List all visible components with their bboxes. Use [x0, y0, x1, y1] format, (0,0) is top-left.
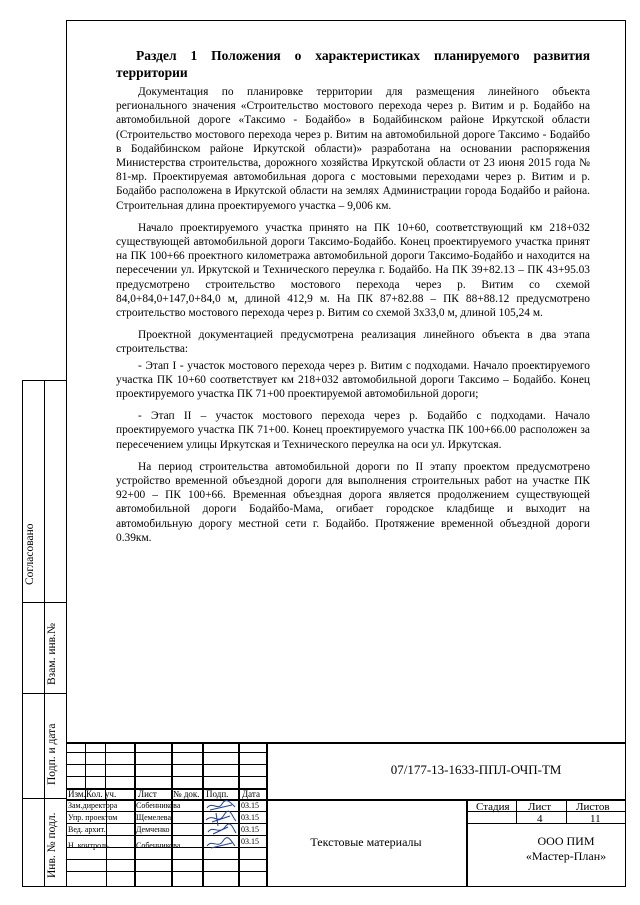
paragraph: Проектной документацией предусмотрена реализация линейного объекта в два этапа строительства:: [116, 329, 590, 356]
sheet-value: 4: [537, 813, 543, 825]
header-kol: Кол. уч.: [86, 789, 117, 799]
organization: [506, 834, 626, 864]
document-cipher: 07/177-13-1633-ППЛ-ОЧП-ТМ: [390, 762, 562, 777]
org-line-2: «Мастер-План»: [525, 849, 607, 863]
header-izm: Изм.: [68, 789, 86, 799]
main-content: [116, 48, 590, 553]
paragraph: Документация по планировке территории для размещения линейного объекта регионального значения «Строительство мостового перехода через р. Витим и р. Бодайбо на автомобильной дороге «Таксимо - Бодайбо» в Бодайбинском районе Иркутской области (Строительство мостового перехода через р. Витим на автомобильной дороге Таксимо - Бодайбо в Бодайбинском районе Иркутской области)» разработана на основании распоряжения Министерства строительства, дорожного хозяйства Иркутской области от 23 июня 2015 года № 81-мр. Проектируемая автомобильная дорога с мостовыми переходами через р. Витим и р. Бодайбо расположена в Иркутской области на землях Администрации города Бодайбо и района. Строительная длина проектируемого участка – 9,006 км.: [116, 86, 590, 212]
signature-scribbles: [204, 799, 238, 859]
header-sign: Подп.: [206, 789, 229, 799]
stage-label: Стадия: [476, 801, 510, 813]
header-doc: № док.: [173, 789, 200, 799]
sign-date-label: Подп. и дата: [46, 723, 58, 785]
name-cell: Демченко: [136, 825, 170, 834]
inv-orig-label: Инв. № подл.: [46, 812, 58, 878]
paragraph: Начало проектируемого участка принято на ПК 10+60, соответствующий км 218+032 существующей автомобильной дороги Таксимо-Бодайбо. Конец проектируемого участка принят на ПК 100+66 проектного километража автомобильной дороги Таксимо-Бодайбо и находится на пересечении ул. Иркутской и Технического переулка г. Бодайбо. На ПК 39+82.13 – ПК 43+95.03 предусмотрено строительство мостового перехода через р. Витим со схемой 84,0+84,0+147,0+84,0 м, длиной 412,9 м. На ПК 87+82.88 – ПК 88+88.12 предусмотрено строительство мостового перехода через р. Витим со схемой 3х33,0 м, длиной 105,24 м.: [116, 221, 590, 320]
date-cell: 03.15: [241, 801, 259, 810]
section-title: Раздел 1 Положения о характеристиках планируемого развития территории: [116, 48, 590, 80]
side-strip: [22, 380, 66, 887]
sheets-value: 11: [590, 813, 601, 825]
org-line-1: ООО ПИМ: [537, 834, 595, 848]
header-list: Лист: [138, 789, 157, 799]
role-cell: Вед. архит.: [68, 825, 106, 834]
name-cell: Собенникова: [136, 841, 181, 850]
role-cell: Н. контроль: [68, 841, 109, 850]
paragraph: - Этап II – участок мостового перехода через р. Бодайбо с подходами. Начало проектируемого участка ПК 71+00. Конец проектируемого участка ПК 100+66.00 расположен за пересечением улицы Иркутская и Технического переулка на оси ул. Иркутская.: [116, 410, 590, 451]
date-cell: 03.15: [241, 825, 259, 834]
title-block: [66, 742, 626, 887]
sheet-label: Лист: [528, 801, 552, 813]
date-cell: 03.15: [241, 813, 259, 822]
sheets-label: Листов: [576, 801, 610, 813]
paragraph: На период строительства автомобильной дороги по II этапу проектом предусмотрено устройство временной объездной дороги для выполнения строительных работ на участке ПК 92+00 – ПК 100+66. Временная объездная дорога является продолжением существующей автомобильной дороги Бодайбо-Мама, огибает городское кладбище и выходит на автомобильную дорогу местной сети г. Бодайбо. Протяжение временной объездной дороги 0.39км.: [116, 460, 590, 544]
paragraph: - Этап I - участок мостового перехода через р. Витим с подходами. Начало проектируемого участка ПК 10+60 соответствует км 218+032 автомобильной дороги Таксимо – Бодайбо. Конец проектируемого участка ПК 71+00 проектируемой автомобильной дороги;: [116, 359, 590, 401]
role-cell: Зам.директора: [68, 801, 118, 810]
agreed-label: Согласовано: [24, 523, 36, 585]
sheet-title: Текстовые материалы: [310, 835, 422, 849]
name-cell: Щемелева: [136, 813, 171, 822]
name-cell: Собенникова: [136, 801, 181, 810]
role-cell: Упр. проектом: [68, 813, 118, 822]
date-cell: 03.15: [241, 837, 259, 846]
replaced-inv-label: Взам. инв.№: [46, 623, 58, 685]
header-date: Дата: [242, 789, 260, 799]
